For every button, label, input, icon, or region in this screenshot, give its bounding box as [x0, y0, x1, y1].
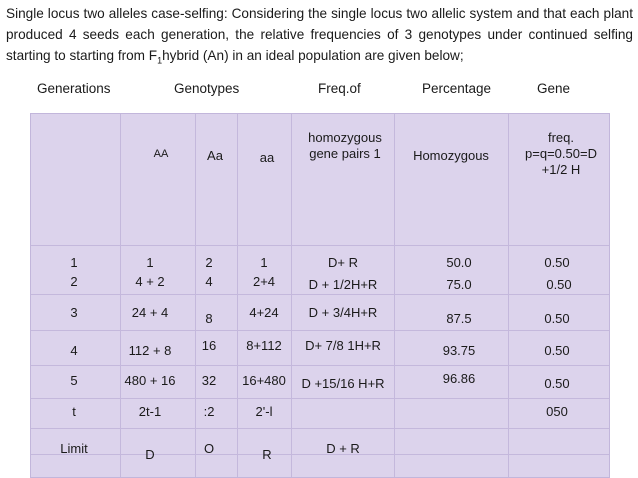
- header-freq-of: Freq.of: [318, 81, 361, 96]
- cell-aa: 8+112: [246, 338, 282, 353]
- column-divider: [508, 114, 509, 477]
- cell-pct: 87.5: [446, 311, 472, 326]
- cell-aa: R: [262, 447, 272, 462]
- subheader-line: homozygous: [308, 130, 382, 145]
- cell-Aa: 4: [205, 274, 213, 289]
- row-divider: [31, 398, 609, 399]
- cell-freq: D+ R: [328, 255, 358, 270]
- cell-pct: 96.86: [442, 371, 476, 386]
- intro-text: Single locus two alleles case-selfing: Considering the single locus two allelic system and that each plant produced 4 seeds each generation, the relative frequencies of 3 genotypes under continued selfing starting to starting from F: [6, 6, 633, 63]
- cell-aa: 4+24: [249, 305, 279, 320]
- subheader-homozygous: Homozygous: [413, 148, 489, 163]
- cell-aa: 2+4: [252, 274, 276, 289]
- cell-aa: 1: [260, 255, 268, 270]
- cell-gen: t: [72, 404, 76, 419]
- cell-gen: Limit: [60, 441, 88, 456]
- cell-gen: 5: [70, 373, 78, 388]
- cell-Aa: 32: [201, 373, 217, 388]
- row-divider: [31, 330, 609, 331]
- cell-gene: 0.50: [544, 311, 570, 326]
- cell-AA: 112 + 8: [128, 343, 172, 358]
- cell-Aa: 8: [205, 311, 213, 326]
- cell-gene: 0.50: [546, 277, 572, 292]
- cell-aa: 2'-l: [255, 404, 273, 419]
- header-percentage: Percentage: [422, 81, 492, 96]
- cell-gene: 0.50: [544, 255, 570, 270]
- subheader-gene-freq: [525, 130, 597, 178]
- cell-aa: 16+480: [242, 373, 286, 388]
- subheader-line: freq.: [547, 130, 574, 145]
- subheader-line: p=q=0.50=D: [525, 146, 597, 161]
- cell-freq: D + 1/2H+R: [308, 277, 378, 292]
- cell-AA: 480 + 16: [124, 373, 176, 388]
- cell-AA: D: [145, 447, 155, 462]
- cell-Aa: 2: [205, 255, 213, 270]
- cell-pct: 93.75: [442, 343, 476, 358]
- cell-gen: 4: [70, 343, 78, 358]
- cell-gen: 1: [70, 255, 78, 270]
- column-divider: [394, 114, 395, 477]
- intro-text-end: hybrid (An) in an ideal population are given below;: [162, 48, 464, 63]
- subheader-line: +1/2 H: [541, 162, 581, 177]
- cell-AA: 24 + 4: [131, 305, 169, 320]
- subheader-homozygous-gene-pairs: [308, 130, 382, 162]
- cell-freq: D + R: [326, 441, 360, 456]
- row-divider: [31, 245, 609, 246]
- row-divider: [31, 294, 609, 295]
- column-divider: [120, 114, 121, 477]
- row-divider: [31, 365, 609, 366]
- cell-gen: 2: [70, 274, 78, 289]
- row-divider: [31, 428, 609, 429]
- cell-AA: 2t-1: [138, 404, 162, 419]
- cell-Aa: 16: [201, 338, 217, 353]
- cell-freq: D +15/16 H+R: [301, 376, 385, 391]
- cell-freq: D+ 7/8 1H+R: [305, 338, 381, 353]
- intro-subscript: 1: [157, 55, 163, 66]
- cell-AA: 1: [146, 255, 154, 270]
- cell-freq: D + 3/4H+R: [308, 305, 378, 320]
- header-gene: Gene: [537, 81, 571, 96]
- row-divider: [31, 454, 609, 455]
- cell-Aa: :2: [203, 404, 215, 419]
- cell-gene: 050: [546, 404, 568, 419]
- column-divider: [195, 114, 196, 477]
- cell-AA: 4 + 2: [135, 274, 165, 289]
- header-genotypes: Genotypes: [174, 81, 240, 96]
- cell-pct: 50.0: [446, 255, 472, 270]
- header-generations: Generations: [37, 81, 111, 96]
- column-divider: [237, 114, 238, 477]
- subheader-aa: aa: [259, 150, 275, 165]
- cell-gene: 0.50: [544, 376, 570, 391]
- cell-pct: 75.0: [446, 277, 472, 292]
- genotype-frequency-table: [30, 113, 610, 478]
- subheader-Aa: Aa: [207, 148, 223, 163]
- cell-gene: 0.50: [544, 343, 570, 358]
- cell-Aa: O: [203, 441, 215, 456]
- column-divider: [291, 114, 292, 477]
- intro-paragraph: [6, 3, 633, 66]
- cell-gen: 3: [70, 305, 78, 320]
- subheader-AA: AA: [153, 148, 169, 160]
- subheader-line: gene pairs 1: [309, 146, 381, 161]
